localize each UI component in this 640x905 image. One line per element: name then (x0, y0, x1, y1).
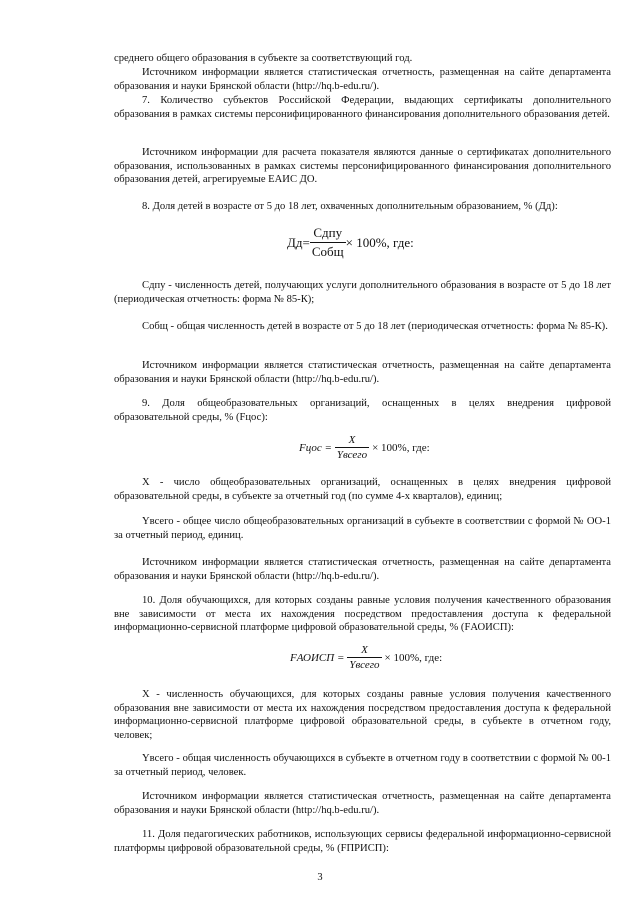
formula-dd-numerator: Сдпу (310, 225, 346, 243)
formula-fcos-numerator: X (335, 434, 369, 448)
paragraph-11: Yвсего - общее число общеобразовательных организаций в субъекте в соответствии с формой № ОО-1 за отчетный период, единиц. (114, 516, 611, 541)
formula-fcos-fraction (335, 434, 369, 461)
formula-faoisp-rhs: × 100%, где: (384, 651, 443, 664)
formula-faoisp-denominator: Yвсего (349, 659, 380, 671)
paragraph-6: Сдпу - численность детей, получающих услуги дополнительного образования в возрасте от 5 до 18 лет (периодическая отчетность: форма № 85-К); (114, 280, 611, 305)
paragraph-2: Источником информации является статистическая отчетность, размещенная на сайте департамента образования и науки Брянской области (http://hq.b-edu.ru/). (114, 67, 611, 92)
formula-fcos-denominator: Yвсего (336, 449, 368, 461)
paragraph-8: Источником информации является статистическая отчетность, размещенная на сайте департамента образования и науки Брянской области (http://hq.b-edu.ru/). (114, 360, 611, 385)
formula-faoisp-fraction (347, 644, 381, 671)
paragraph-1: среднего общего образования в субъекте за соответствующий год. (114, 53, 413, 64)
formula-dd-lhs: Дд= (287, 234, 310, 250)
paragraph-12: Источником информации является статистическая отчетность, размещенная на сайте департамента образования и науки Брянской области (http://hq.b-edu.ru/). (114, 557, 611, 582)
formula-dd (287, 225, 414, 260)
paragraph-16: Источником информации является статистическая отчетность, размещенная на сайте департамента образования и науки Брянской области (http://hq.b-edu.ru/). (114, 791, 611, 816)
paragraph-item-7: 7. Количество субъектов Российской Федерации, выдающих сертификаты дополнительного образования в рамках системы персонифицированного финансирования дополнительного образования детей. (114, 95, 611, 120)
paragraph-item-10: 10. Доля обучающихся, для которых созданы равные условия получения качественного образования вне зависимости от места их нахождения посредством предоставления доступа к федеральной информационно-сервисной платформе цифровой образовательной среды, % (FАОИСП): (114, 595, 611, 633)
formula-faoisp-numerator: X (347, 644, 381, 658)
paragraph-14: X - численность обучающихся, для которых созданы равные условия получения качественного образования вне зависимости от места их нахождения посредством предоставления доступа к федеральной информационно-сервисной платформе цифровой образовательной среды, в субъекте в отчетном году, человек; (114, 689, 611, 741)
formula-fcos-lhs: Fцос = (299, 441, 332, 454)
paragraph-item-9: 9. Доля общеобразовательных организаций, оснащенных в целях внедрения цифровой образовательной среды, % (Fцос): (114, 398, 611, 423)
formula-dd-denominator: Собщ (311, 244, 344, 259)
paragraph-item-8: 8. Доля детей в возрасте от 5 до 18 лет, охваченных дополнительным образованием, % (Дд): (142, 201, 558, 212)
paragraph-15: Yвсего - общая численность обучающихся в субъекте в отчетном году в соответствии с формой № 00-1 за отчетный период, человек. (114, 753, 611, 778)
paragraph-7: Собщ - общая численность детей в возрасте от 5 до 18 лет (периодическая отчетность: форма № 85-К). (142, 321, 608, 332)
formula-fcos-rhs: × 100%, где: (372, 441, 430, 454)
formula-dd-rhs: × 100%, где: (345, 234, 414, 250)
formula-faoisp-lhs: FАОИСП = (290, 651, 345, 664)
page-number: 3 (317, 872, 323, 883)
paragraph-4: Источником информации для расчета показателя являются данные о сертификатах дополнительного образования, использованных в рамках системы персонифицированного финансирования дополнительного образования детей, агрегируемые ЕАИС ДО. (114, 147, 611, 185)
formula-faoisp (290, 644, 442, 671)
paragraph-10: X - число общеобразовательных организаций, оснащенных в целях внедрения цифровой образовательной среды, в субъекте за отчетный год (по сумме 4-х кварталов), единиц; (114, 477, 611, 502)
formula-fcos (299, 434, 430, 461)
paragraph-item-11: 11. Доля педагогических работников, использующих сервисы федеральной информационно-сервисной платформы цифровой образовательной среды, % (FПРИСП): (114, 829, 611, 854)
formula-dd-fraction (310, 225, 346, 260)
